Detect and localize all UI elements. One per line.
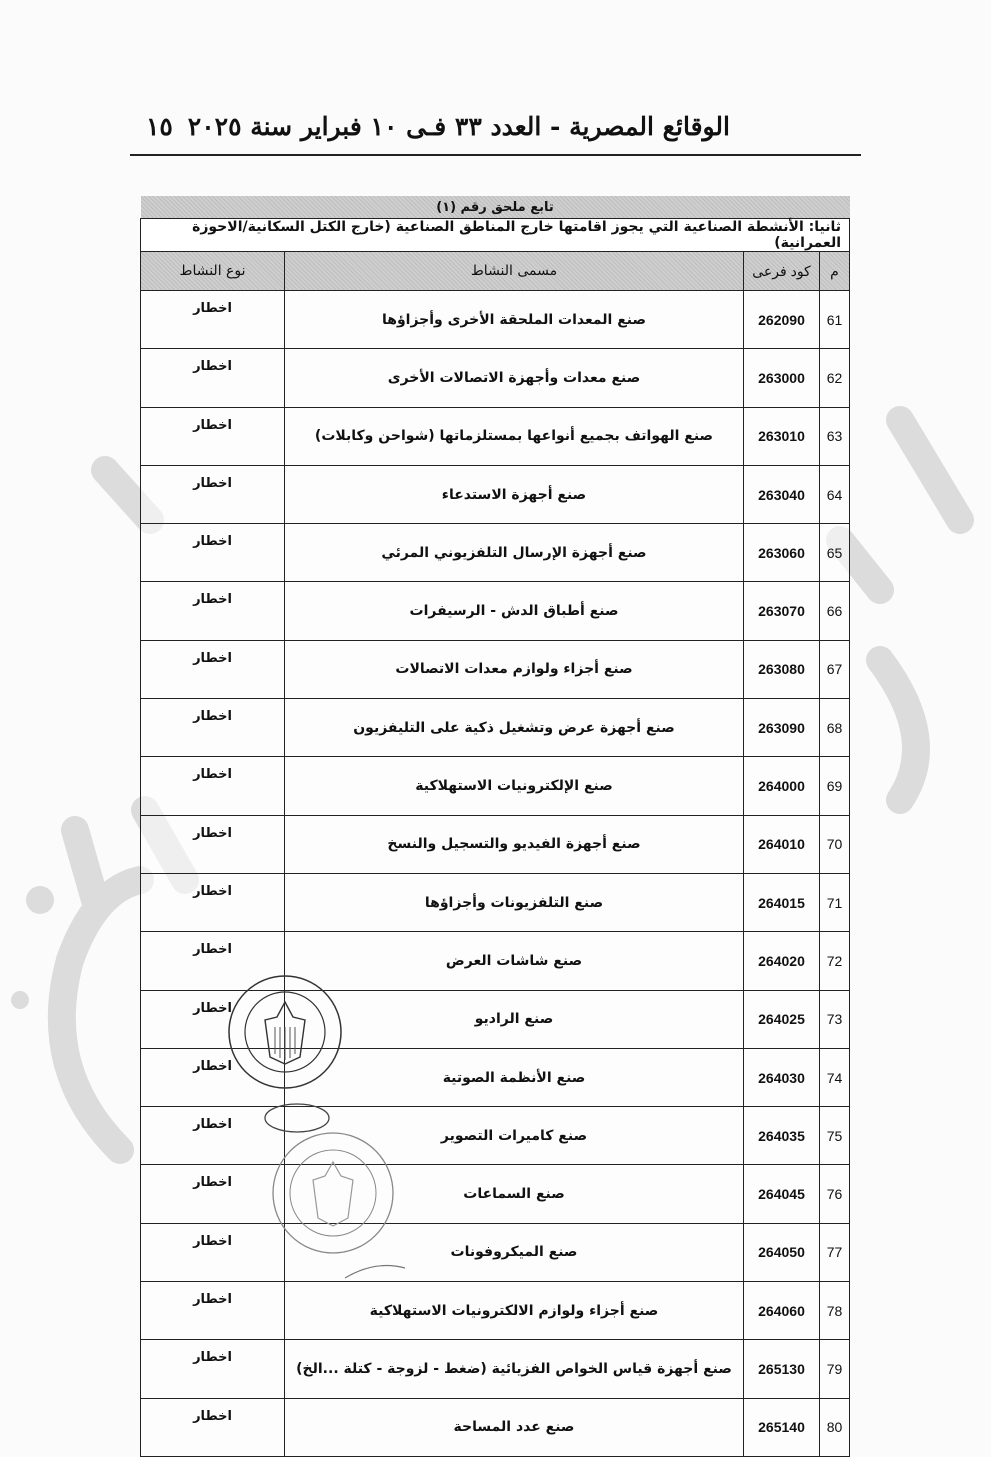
row-number: 74 [820, 1048, 850, 1106]
column-header-no: م [820, 252, 850, 291]
table-row [141, 815, 850, 873]
table-row [141, 1340, 850, 1398]
activity-code: 264010 [744, 815, 820, 873]
activity-code: 264030 [744, 1048, 820, 1106]
header-divider [130, 154, 861, 156]
row-number: 72 [820, 932, 850, 990]
column-header-type: نوع النشاط [141, 252, 285, 291]
activity-type: اخطار [141, 1165, 285, 1223]
section-title-row [141, 219, 850, 252]
gazette-title: الوقائع المصرية - العدد ٣٣ فـى ١٠ فبراير سنة ٢٠٢٥ [187, 112, 730, 141]
activity-name: صنع المعدات الملحقة الأخرى وأجزاؤها [285, 291, 744, 349]
table-row [141, 990, 850, 1048]
table-row [141, 1223, 850, 1281]
table-row [141, 1048, 850, 1106]
row-number: 67 [820, 640, 850, 698]
activity-type: اخطار [141, 757, 285, 815]
activity-type: اخطار [141, 699, 285, 757]
row-number: 70 [820, 815, 850, 873]
row-number: 75 [820, 1107, 850, 1165]
activity-name: صنع الراديو [285, 990, 744, 1048]
activity-name: صنع الهواتف بجميع أنواعها بمستلزماتها (شواحن وكابلات) [285, 407, 744, 465]
table-row [141, 757, 850, 815]
activity-type: اخطار [141, 524, 285, 582]
activity-name: صنع الميكروفونات [285, 1223, 744, 1281]
activity-type: اخطار [141, 1340, 285, 1398]
activity-type: اخطار [141, 815, 285, 873]
activity-code: 263080 [744, 640, 820, 698]
table-row [141, 699, 850, 757]
table-row [141, 932, 850, 990]
activity-name: صنع شاشات العرض [285, 932, 744, 990]
activity-type: اخطار [141, 990, 285, 1048]
activities-table [140, 196, 850, 1457]
activity-type: اخطار [141, 1107, 285, 1165]
row-number: 63 [820, 407, 850, 465]
column-header-code: كود فرعى [744, 252, 820, 291]
activity-type: اخطار [141, 291, 285, 349]
activity-code: 264045 [744, 1165, 820, 1223]
activity-type: اخطار [141, 465, 285, 523]
activity-type: اخطار [141, 582, 285, 640]
activity-name: صنع أجزاء ولوازم الالكترونيات الاستهلاكية [285, 1282, 744, 1340]
column-header-name: مسمى النشاط [285, 252, 744, 291]
annex-label-row [141, 196, 850, 219]
row-number: 80 [820, 1398, 850, 1456]
activity-name: صنع أجهزة الإرسال التلفزيوني المرئي [285, 524, 744, 582]
activity-type: اخطار [141, 1048, 285, 1106]
activity-name: صنع أجزاء ولوازم معدات الاتصالات [285, 640, 744, 698]
table-row [141, 582, 850, 640]
table-row [141, 291, 850, 349]
activity-name: صنع أجهزة قياس الخواص الفزيائية (ضغط - لزوجة - كتلة ...الخ) [285, 1340, 744, 1398]
table-row [141, 640, 850, 698]
table-row [141, 1165, 850, 1223]
row-number: 71 [820, 873, 850, 931]
row-number: 73 [820, 990, 850, 1048]
activity-name: صنع كاميرات التصوير [285, 1107, 744, 1165]
activity-name: صنع عدد المساحة [285, 1398, 744, 1456]
activity-type: اخطار [141, 1282, 285, 1340]
annex-label: تابع ملحق رقم (١) [141, 196, 850, 219]
row-number: 69 [820, 757, 850, 815]
activity-code: 264035 [744, 1107, 820, 1165]
activity-code: 264060 [744, 1282, 820, 1340]
table-row [141, 407, 850, 465]
activity-name: صنع أطباق الدش - الرسيفرات [285, 582, 744, 640]
row-number: 64 [820, 465, 850, 523]
row-number: 65 [820, 524, 850, 582]
row-number: 68 [820, 699, 850, 757]
row-number: 66 [820, 582, 850, 640]
activity-name: صنع الأنظمة الصوتية [285, 1048, 744, 1106]
activity-name: صنع السماعات [285, 1165, 744, 1223]
activity-code: 263000 [744, 349, 820, 407]
table-row [141, 1398, 850, 1456]
activity-code: 264050 [744, 1223, 820, 1281]
activity-code: 263060 [744, 524, 820, 582]
activity-code: 262090 [744, 291, 820, 349]
activity-name: صنع أجهزة عرض وتشغيل ذكية على التليفزيون [285, 699, 744, 757]
activity-code: 263070 [744, 582, 820, 640]
table-row [141, 873, 850, 931]
row-number: 62 [820, 349, 850, 407]
activity-code: 263090 [744, 699, 820, 757]
activity-code: 264000 [744, 757, 820, 815]
activity-type: اخطار [141, 1398, 285, 1456]
row-number: 77 [820, 1223, 850, 1281]
activity-code: 265140 [744, 1398, 820, 1456]
activity-code: 265130 [744, 1340, 820, 1398]
row-number: 76 [820, 1165, 850, 1223]
row-number: 78 [820, 1282, 850, 1340]
table-row [141, 524, 850, 582]
section-title: ثانيا: الأنشطة الصناعية التي يجوز اقامتها خارج المناطق الصناعية (خارج الكتل السكانية/الاحوزة العمرانية) [141, 219, 850, 252]
activity-code: 264015 [744, 873, 820, 931]
gazette-header [130, 108, 860, 156]
activity-type: اخطار [141, 1223, 285, 1281]
activity-name: صنع الإلكترونيات الاستهلاكية [285, 757, 744, 815]
activity-type: اخطار [141, 873, 285, 931]
activity-code: 263040 [744, 465, 820, 523]
activity-name: صنع معدات وأجهزة الاتصالات الأخرى [285, 349, 744, 407]
activity-type: اخطار [141, 640, 285, 698]
table-row [141, 1282, 850, 1340]
table-header-row [141, 252, 850, 291]
activity-code: 264025 [744, 990, 820, 1048]
table-row [141, 349, 850, 407]
page-number: ١٥ [146, 112, 173, 141]
activity-type: اخطار [141, 407, 285, 465]
activity-name: صنع أجهزة الفيديو والتسجيل والنسخ [285, 815, 744, 873]
activity-name: صنع أجهزة الاستدعاء [285, 465, 744, 523]
activity-code: 263010 [744, 407, 820, 465]
table-row [141, 465, 850, 523]
row-number: 79 [820, 1340, 850, 1398]
activity-type: اخطار [141, 932, 285, 990]
activity-type: اخطار [141, 349, 285, 407]
row-number: 61 [820, 291, 850, 349]
activity-code: 264020 [744, 932, 820, 990]
table-row [141, 1107, 850, 1165]
activity-name: صنع التلفزيونات وأجزاؤها [285, 873, 744, 931]
